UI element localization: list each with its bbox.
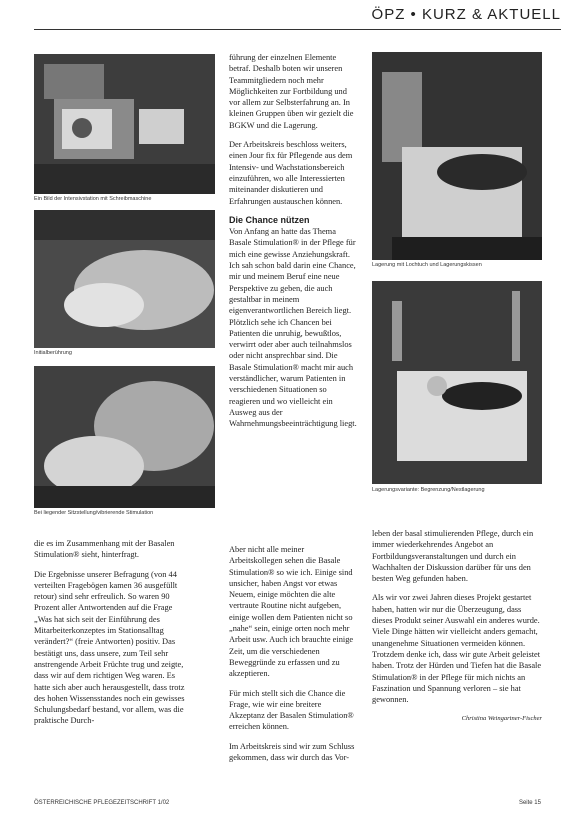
photo-positioning-pillow: [372, 52, 542, 260]
photo-intensive-care: [34, 54, 215, 194]
footer-publication: ÖSTERREICHISCHE PFLEGEZEITSCHRIFT 1/02: [34, 800, 170, 806]
header-rule: [34, 29, 561, 30]
footer-page-number: Seite 15: [518, 800, 541, 806]
text-column-3: [372, 528, 542, 733]
caption-4: Lagerung mit Lochtuch und Lagerungskissen: [372, 262, 482, 268]
caption-5: Lagerungsvariante: Begrenzung/Nestlagerung: [372, 487, 485, 493]
caption-3: Bei liegender Sitzstellung/vibrierende Stimulation: [34, 510, 154, 516]
caption-2: Initialberührung: [34, 350, 72, 356]
col3-paragraph-1: leben der basal stimulierenden Pflege, durch ein immer wiederkehrendes Angebot an Fortbildungsveranstaltungen und durch ein Wachhalten der Diskussion darüber für uns den besten Weg gefunden haben.: [372, 529, 534, 584]
author-signature: Christina Weingartner-Fischer: [461, 715, 542, 723]
col2-paragraph-4: Aber nicht alle meiner Arbeitskollegen sehen die Basale Stimulation® so wie ich. Einige sind unsicher, haben Angst vor etwas Neuem, einige möchten die alte vertraute Routine nicht aufgeben, einige wollen dem Patienten nicht so „nahe“ sein, einige orten noch mehr Arbeit usw. Auch ich brauchte einige Zeit, um die verschiedenen Beweggründe zu erfassen und zu akzeptieren.: [229, 545, 354, 679]
text-column-2: [229, 52, 357, 438]
col2-paragraph-2: Der Arbeitskreis beschloss weiters, einen Jour fix für Pflegende aus dem Intensiv- und Wachstationsbereich einzuführen, wo alle Interessierten miteinander diskutieren und Erfahrungen austauschen können.: [229, 140, 353, 206]
col2-paragraph-3: Von Anfang an hatte das Thema Basale Stimulation® in der Pflege für mich eine gewisse Anziehungskraft. Ich sah schon bald darin eine Chance, mir und meinem Beruf eine neue Perspektive zu geben, die auch gestaltbar in meinem eigenverantwortlichen Bereich liegt. Plötzlich sehe ich Chancen bei Patienten die unruhig, bewußtlos, verwirrt oder aber auch teilnahmslos oder nicht ansprechbar sind. Die Basale Stimulation® macht mir auch verständlicher, warum Patienten in verschiedenen Situationen so reagieren und wo vielleicht ein Ausweg aus der Wahrnehmungsbeeinträchtigung liegt.: [229, 227, 357, 429]
col2-paragraph-6: Im Arbeitskreis sind wir zum Schluss gekommen, dass wir durch das Vor-: [229, 741, 355, 763]
photo-initial-touch: [34, 210, 215, 348]
text-column-2b: [229, 544, 357, 771]
caption-1: Ein Bild der Intensivstation mit Schreibmaschine: [34, 196, 152, 202]
photo-nest-positioning: [372, 281, 542, 484]
col1-paragraph-2: Die Ergebnisse unserer Befragung (von 44 verteilten Fragebögen kamen 36 ausgefüllt retour) sind sehr erfreulich. So waren 90 Prozent aller Antwortenden auf die Frage „Was hat sich seit der Einführung des Mitarbeiterkonzeptes im Stationsalltag verändert?“ (freie Antworten) positiv. Das bestätigt uns, dass unsere, zum Teil sehr anstrengende Arbeit Früchte trug und zeigte, dass wir auf dem richtigen Weg waren. Es hatte sich aber auch herausgestellt, dass trotz des hohen Wissensstandes noch ein gewisses Schulungsbedarf bestand, vor allem, was die praktische Durch-: [34, 569, 185, 726]
section-heading: Die Chance nützen: [229, 214, 310, 225]
col2-paragraph-1: führung der einzelnen Elemente betraf. Deshalb boten wir unseren Teammitgliedern noch mehr Möglichkeiten zur Fortbildung und vor allem zur Selbsterfahrung an. In kleinen Gruppen üben wir gezielt die BGKW und die Lagerung.: [229, 53, 354, 130]
col3-paragraph-2: Als wir vor zwei Jahren dieses Projekt gestartet haben, hatten wir nur die Überzeugung, dass dieses Produkt seiner Auswahl ein anderes wurde. Viele Dinge hätten wir vielleicht anders gemacht, unangenehme Situationen vermeiden können. Trotzdem denke ich, dass wir gute Arbeit geleistet haben. Trotz der Hürden und Tiefen hat die Basale Stimulation® in der Pflege für mich nichts an Faszination und Spannung verloren – sie hat gewonnen.: [372, 593, 542, 705]
col2-paragraph-5: Für mich stellt sich die Chance die Frage, wie wir eine breitere Akzeptanz der Basalen Stimulation® erreichen können.: [229, 688, 354, 732]
section-header: ÖPZ • KURZ & AKTUELL: [371, 6, 561, 23]
text-column-1: [34, 538, 191, 735]
photo-vibration-stimulation: [34, 366, 215, 508]
col1-paragraph-1: die es im Zusammenhang mit der Basalen Stimulation® sieht, hinterfragt.: [34, 539, 175, 560]
